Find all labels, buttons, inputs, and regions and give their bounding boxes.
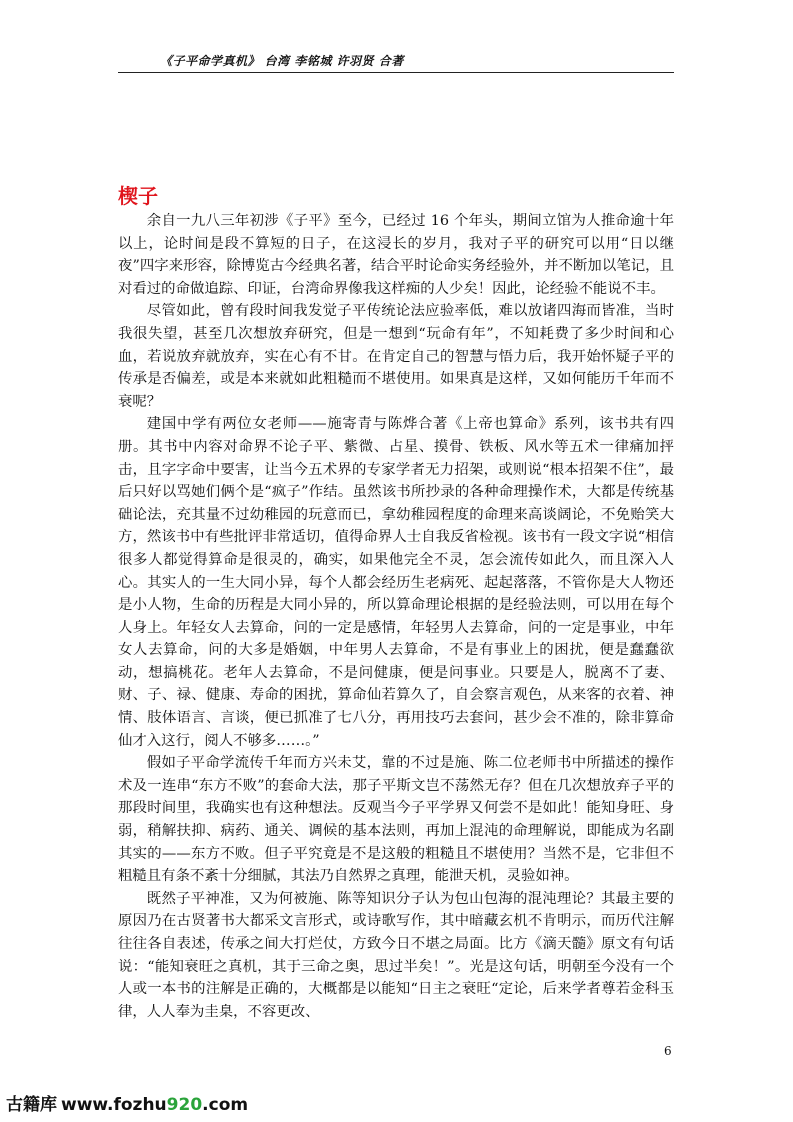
paragraph: 假如子平命学流传千年而方兴未艾，靠的不过是施、陈二位老师书中所描述的操作术及一连串“东方不败”的套命大法，那子平斯文岂不荡然无存？但在几次想放弃子平的那段时间里，我确实也有这种想法。反观当今子平学界又何尝不是如此！能知身旺、身弱，稍解扶抑、病药、通关、调候的基本法则，再加上混沌的命理解说，即能成为名副其实的——东方不败。但子平究竟是不是这般的粗糙且不堪使用？当然不是，它非但不粗糙且有条不紊十分细腻，其法乃自然界之真理，能泄天机，灵验如神。: [118, 755, 674, 885]
footer-url-part: www.fozhu: [61, 1095, 167, 1115]
paragraph: 既然子平神准，又为何被施、陈等知识分子认为包山包海的混沌理论？其最主要的原因乃在古贤著书大都采文言形式，或诗歌写作，其中暗藏玄机不肯明示，而历代注解往往各自表述，传承之间大打烂仗，方致今日不堪之局面。比方《滴天髓》原文有句话说：“能知衰旺之真机，其于三命之奥，思过半矣！”。光是这句话，明朝至今没有一个人或一本书的注解是正确的，大概都是以能知“日主之衰旺“定论，后来学者尊若金科玉律，人人奉为圭臬，不容更改、: [118, 890, 674, 1020]
page-number: 6: [664, 1044, 672, 1058]
chapter-title: 楔子: [118, 184, 158, 208]
footer-brand-name: 古籍库: [6, 1095, 57, 1115]
footer-url-number: 920: [166, 1095, 203, 1115]
footer-url-suffix: .com: [202, 1095, 249, 1115]
header-divider: [118, 72, 674, 73]
body-text: [118, 210, 674, 1023]
paragraph: 余自一九八三年初涉《子平》至今，已经过 16 个年头，期间立馆为人推命逾十年以上，论时间是段不算短的日子，在这浸长的岁月，我对子平的研究可以用“日以继夜”四字来形容，除博览古今经典名著，结合平时论命实务经验外，并不断加以笔记，且对看过的命做追踪、印证，台湾命界像我这样痴的人少矣！因此，论经验不能说不丰。: [118, 213, 674, 297]
paragraph: 尽管如此，曾有段时间我发觉子平传统论法应验率低，难以放诸四海而皆准，当时我很失望，甚至几次想放弃研究，但是一想到“玩命有年”，不知耗费了多少时间和心血，若说放弃就放弃，实在心有不甘。在肯定自己的智慧与悟力后，我开始怀疑子平的传承是否偏差，或是本来就如此粗糙而不堪使用。如果真是这样，又如何能历千年而不衰呢？: [118, 303, 674, 410]
paragraph: 建国中学有两位女老师——施寄青与陈烨合著《上帝也算命》系列，该书共有四册。其书中内容对命界不论子平、紫微、占星、摸骨、铁板、风水等五术一律痛加抨击，且字字命中要害，让当今五术界的专家学者无力招架，或则说“根本招架不住”，最后只好以骂她们俩个是“疯子”作结。虽然该书所抄录的各种命理操作术，大都是传统基础论法，充其量不过幼稚园的玩意而已，拿幼稚园程度的命理来高谈阔论，不免贻笑大方，然该书中有些批评非常适切，值得命界人士自我反省检视。该书有一段文字说“相信很多人都觉得算命是很灵的，确实，如果他完全不灵，怎会流传如此久，而且深入人心。其实人的一生大同小异，每个人都会经历生老病死、起起落落，不管你是大人物还是小人物，生命的历程是大同小异的，所以算命理论根据的是经验法则，可以用在每个人身上。年轻女人去算命，问的一定是感情，年轻男人去算命，问的一定是事业，中年女人去算命，问的大多是婚姻，中年男人去算命，不是有事业上的困扰，便是蠢蠢欲动，想搞桃花。老年人去算命，不是问健康，便是问事业。只要是人，脱离不了妻、财、子、禄、健康、寿命的困扰，算命仙若算久了，自会察言观色，从来客的衣着、神情、肢体语言、言谈，便已抓准了七八分，再用技巧去套问，甚少会不准的，除非算命仙才入这行，阅人不够多……。”: [118, 416, 674, 749]
running-header: 《子平命学真机》 台湾 李铭城 许羽贤 合著: [160, 54, 404, 68]
footer-watermark: [6, 1090, 248, 1115]
